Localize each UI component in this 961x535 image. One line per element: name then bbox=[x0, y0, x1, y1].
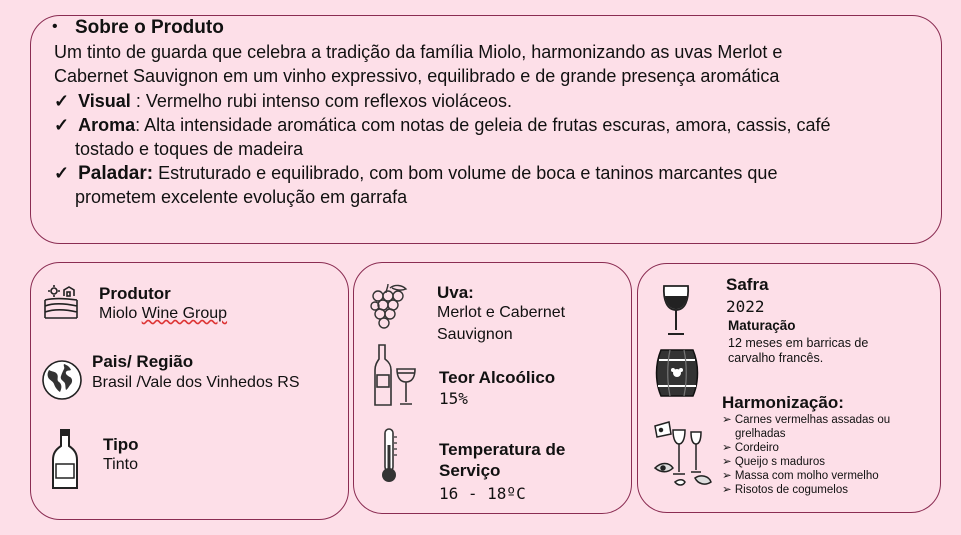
arrow-icon: ➢ bbox=[722, 414, 732, 426]
list-item: ➢ Queijo s maduros bbox=[722, 456, 825, 468]
alcohol-label: Teor Alcoólico bbox=[439, 368, 556, 387]
arrow-icon: ➢ bbox=[722, 470, 732, 482]
paladar-text-line2: prometem excelente evolução em garrafa bbox=[75, 187, 408, 207]
aroma-label: Aroma bbox=[78, 115, 136, 135]
list-item: grelhadas bbox=[735, 428, 786, 440]
wine-glass-icon bbox=[661, 282, 691, 338]
producer-value-a: Miolo bbox=[99, 305, 142, 322]
arrow-icon: ➢ bbox=[722, 456, 732, 468]
aroma-line bbox=[54, 113, 831, 137]
type-label: Tipo bbox=[103, 435, 139, 454]
list-item: ➢ Carnes vermelhas assadas ou bbox=[722, 414, 891, 426]
thermometer-icon bbox=[378, 427, 400, 485]
check-icon: ✓ bbox=[54, 163, 70, 183]
producer-label: Produtor bbox=[99, 284, 171, 303]
pairing-list bbox=[722, 413, 890, 497]
title-bullet: • bbox=[52, 18, 58, 35]
temperature-value: 16 - 18ºC bbox=[439, 484, 526, 503]
maturation-value-line2: carvalho francês. bbox=[728, 351, 824, 365]
list-item: ➢ Risotos de cogumelos bbox=[722, 484, 848, 496]
producer-value-b: Wine Group bbox=[141, 305, 228, 322]
grape-label: Uva: bbox=[437, 283, 474, 302]
maturation-value-line1: 12 meses em barricas de bbox=[728, 336, 869, 350]
list-item: ➢ Cordeiro bbox=[722, 442, 779, 454]
visual-label: Visual bbox=[78, 91, 131, 111]
producer-value bbox=[99, 305, 227, 323]
list-item: ➢ Massa com molho vermelho bbox=[722, 470, 879, 482]
maturation-label: Maturação bbox=[728, 318, 796, 333]
paladar-text: Estruturado e equilibrado, com bom volume de boca e taninos marcantes que bbox=[153, 163, 778, 183]
check-icon: ✓ bbox=[54, 91, 70, 111]
visual-text: : Vermelho rubi intenso com reflexos violáceos. bbox=[130, 91, 512, 111]
globe-icon bbox=[40, 358, 84, 402]
country-value: Brasil /Vale dos Vinhedos RS bbox=[92, 374, 300, 391]
pairing-label: Harmonização: bbox=[722, 393, 844, 412]
visual-line bbox=[54, 89, 512, 113]
type-value: Tinto bbox=[103, 456, 138, 473]
vineyard-icon bbox=[42, 284, 80, 322]
arrow-icon: ➢ bbox=[722, 484, 732, 496]
vintage-value: 2022 bbox=[726, 297, 765, 316]
aroma-text: : Alta intensidade aromática com notas de geleia de frutas escuras, amora, cassis, café bbox=[135, 115, 831, 135]
barrel-icon bbox=[655, 346, 699, 400]
temperature-label-line1: Temperatura de bbox=[439, 440, 566, 459]
grapes-icon bbox=[368, 282, 410, 330]
about-title: Sobre o Produto bbox=[75, 17, 224, 38]
grape-value-line1: Merlot e Cabernet bbox=[437, 304, 566, 321]
bottle-and-glass-icon bbox=[373, 343, 419, 407]
arrow-icon: ➢ bbox=[722, 442, 732, 454]
check-icon: ✓ bbox=[54, 115, 70, 135]
about-intro-line2: Cabernet Sauvignon em um vinho expressivo, equilibrado e de grande presença aromática bbox=[54, 66, 780, 86]
vintage-label: Safra bbox=[726, 275, 769, 294]
country-label: Pais/ Região bbox=[92, 352, 194, 371]
food-pairing-icon bbox=[651, 418, 715, 496]
temperature-label-line2: Serviço bbox=[439, 461, 501, 480]
about-intro-line1: Um tinto de guarda que celebra a tradição da família Miolo, harmonizando as uvas Merlot e bbox=[54, 42, 783, 62]
grape-value-line2: Sauvignon bbox=[437, 326, 513, 343]
paladar-label: Paladar: bbox=[78, 163, 154, 184]
wine-bottle-icon bbox=[51, 428, 79, 492]
aroma-text-line2: tostado e toques de madeira bbox=[75, 139, 304, 159]
paladar-line bbox=[54, 161, 777, 186]
alcohol-value: 15% bbox=[439, 389, 468, 408]
